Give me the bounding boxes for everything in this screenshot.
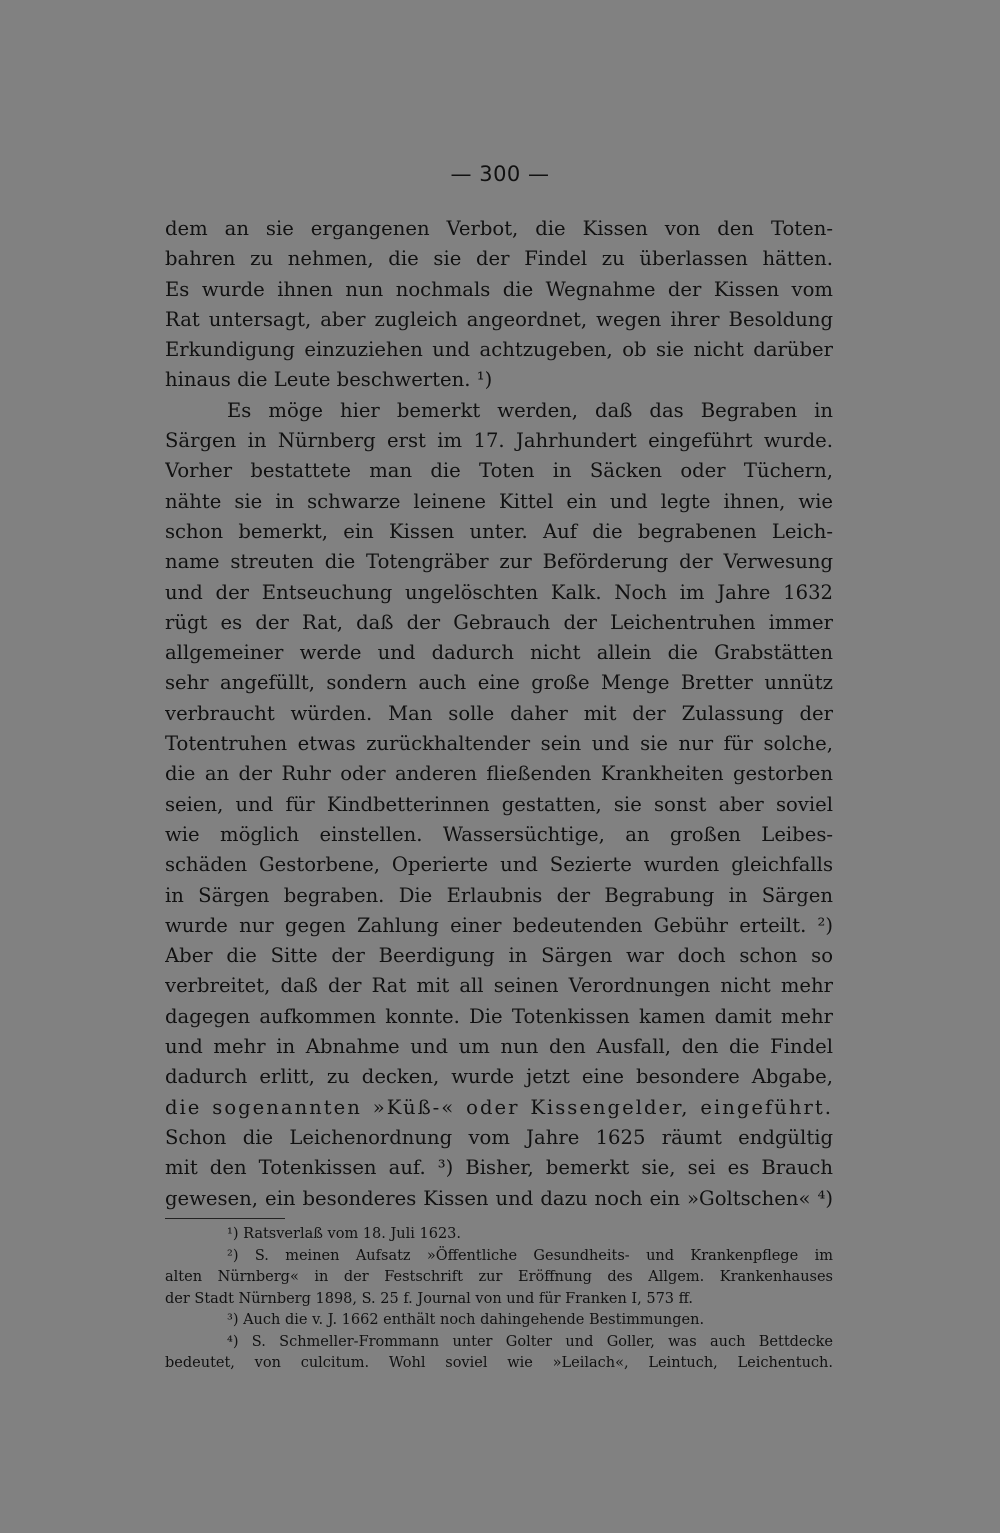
page-number: — 300 — [450, 162, 550, 186]
text-line: Särgen in Nürnberg erst im 17. Jahrhundert eingeführt wurde. [165, 429, 833, 453]
text-line: Vorher bestattete man die Toten in Säcken oder Tüchern, [165, 459, 833, 483]
text-line: Schon die Leichenordnung vom Jahre 1625 räumt endgültig [165, 1125, 833, 1149]
text-line: dadurch erlitt, zu decken, wurde jetzt eine besondere Abgabe, [165, 1065, 833, 1089]
footnote-line: ²) S. meinen Aufsatz »Öffentliche Gesundheits- und Krankenpflege im [227, 1247, 833, 1264]
text-line: Totentruhen etwas zurückhaltender sein und sie nur für solche, [165, 732, 833, 756]
footnote-line: ⁴) S. Schmeller-Frommann unter Golter und Goller, was auch Bettdecke [227, 1333, 833, 1350]
text-line: die sogenannten »Küß-« oder Kissengelder, eingeführt. [165, 1095, 833, 1119]
text-line: und der Entseuchung ungelöschten Kalk. Noch im Jahre 1632 [165, 580, 833, 604]
text-line: und mehr in Abnahme und um nun den Ausfall, den die Findel [165, 1035, 833, 1059]
text-line: seien, und für Kindbetterinnen gestatten, sie sonst aber soviel [165, 792, 833, 816]
text-line: allgemeiner werde und dadurch nicht allein die Grabstätten [165, 641, 833, 665]
footnote-line: der Stadt Nürnberg 1898, S. 25 f. Journal von und für Franken I, 573 ff. [165, 1290, 694, 1307]
text-line: die an der Ruhr oder anderen fließenden Krankheiten gestorben [165, 762, 833, 786]
text-line: dagegen aufkommen konnte. Die Totenkissen kamen damit mehr [165, 1004, 833, 1028]
footnote-line: ¹) Ratsverlaß vom 18. Juli 1623. [227, 1226, 462, 1242]
text-line: schon bemerkt, ein Kissen unter. Auf die begrabenen Leich- [165, 519, 833, 543]
text-line: Erkundigung einzuziehen und achtzugeben, ob sie nicht darüber [165, 338, 833, 362]
text-line: sehr angefüllt, sondern auch eine große Menge Bretter unnütz [165, 671, 833, 695]
footnotes [165, 1224, 833, 1375]
footnote-line: ³) Auch die v. J. 1662 enthält noch dahingehende Bestimmungen. [227, 1312, 705, 1328]
body-text [165, 214, 833, 1214]
text-line: name streuten die Totengräber zur Beförderung der Verwesung [165, 550, 833, 574]
text-line: verbraucht würden. Man solle daher mit der Zulassung der [165, 701, 833, 725]
text-line: Es wurde ihnen nun nochmals die Wegnahme der Kissen vom [165, 277, 833, 301]
text-line: Rat untersagt, aber zugleich angeordnet, wegen ihrer Besoldung [165, 307, 833, 331]
footnote-line: bedeutet, von culcitum. Wohl soviel wie »Leilach«, Leintuch, Leichentuch. [165, 1355, 833, 1371]
text-line: hinaus die Leute beschwerten. ¹) [165, 368, 493, 392]
text-line: Es möge hier bemerkt werden, daß das Begraben in [227, 398, 833, 422]
text-line: schäden Gestorbene, Operierte und Sezierte wurden gleichfalls [165, 853, 833, 877]
text-line: wie möglich einstellen. Wassersüchtige, an großen Leibes- [165, 822, 833, 846]
text-line: dem an sie ergangenen Verbot, die Kissen von den Toten- [165, 217, 833, 240]
text-line: bahren zu nehmen, die sie der Findel zu überlassen hätten. [165, 247, 833, 271]
text-line: gewesen, ein besonderes Kissen und dazu noch ein »Goltschen« ⁴) [165, 1186, 833, 1210]
text-line: nähte sie in schwarze leinene Kittel ein und legte ihnen, wie [165, 489, 833, 513]
text-line: mit den Totenkissen auf. ³) Bisher, bemerkt sie, sei es Brauch [165, 1156, 833, 1180]
text-line: wurde nur gegen Zahlung einer bedeutenden Gebühr erteilt. ²) [165, 913, 833, 937]
text-line: Aber die Sitte der Beerdigung in Särgen war doch schon so [165, 944, 833, 968]
footnote-line: alten Nürnberg« in der Festschrift zur Eröffnung des Allgem. Krankenhauses [165, 1269, 833, 1285]
text-line: rügt es der Rat, daß der Gebrauch der Leichentruhen immer [165, 610, 833, 634]
text-line: in Särgen begraben. Die Erlaubnis der Begrabung in Särgen [165, 883, 833, 907]
text-line: verbreitet, daß der Rat mit all seinen Verordnungen nicht mehr [165, 974, 833, 998]
footnote-divider [165, 1218, 285, 1219]
